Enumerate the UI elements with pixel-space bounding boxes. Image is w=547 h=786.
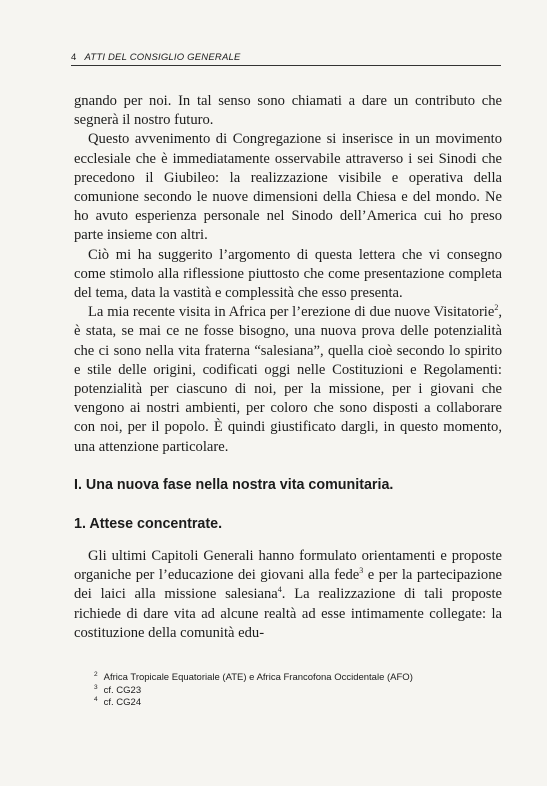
- footnote-text: Africa Tropicale Equatoriale (ATE) e Africa Francofona Occidentale (AFO): [103, 672, 413, 683]
- footnote-number: 2: [94, 671, 98, 678]
- paragraph-text: La mia recente visita in Africa per l’erezione di due nuove Visitatorie: [88, 304, 495, 321]
- footnote-ref: 2: [494, 303, 499, 313]
- footnote: [94, 672, 504, 685]
- section-heading: I. Una nuova fase nella nostra vita comunitaria.: [74, 477, 394, 493]
- paragraph: Ciò mi ha suggerito l’argomento di questa lettera che vi consegno come stimolo alla riflessione piuttosto che come presentazione completa del tema, data la vastità e complessità che esso presenta.: [74, 246, 502, 302]
- paragraph-text: , è stata, se mai ce ne fosse bisogno, una nuova prova delle potenzialità che ci sono nella vita fraterna “salesiana”, quella cioè secondo lo spirito e stile delle origini, codificati oggi nelle Costituzioni e Regolamenti: potenzialità per ciascuno di noi, per la missione, per i giovani che vengono ai nostri ambienti, per coloro che sono disposti a collaborare con noi, per il popolo. È quindi giustificato dargli, in questo momento, una attenzione particolare.: [74, 304, 502, 455]
- page-number: 4: [71, 52, 77, 63]
- footnote: [94, 685, 504, 698]
- running-head: [71, 52, 501, 66]
- paragraph: [74, 547, 502, 643]
- footnotes: [94, 672, 504, 710]
- footnote-number: 3: [94, 683, 98, 691]
- paragraph-text: . La realizzazione di tali proposte richiede di dare vita ad alcune realtà ad esse intimamente collegate: la costituzione della comunità edu-: [74, 586, 502, 641]
- footnote-ref: 4: [277, 585, 282, 595]
- footnote-ref: 3: [359, 566, 364, 576]
- footnote-number: 4: [94, 696, 98, 703]
- running-head-title: ATTI DEL CONSIGLIO GENERALE: [84, 52, 241, 63]
- paragraph: Questo avvenimento di Congregazione si inserisce in un movimento ecclesiale che è immediatamente osservabile attraverso i sei Sinodi che precedono il Giubileo: la realizzazione visibile e operativa della comunione secondo le nuove dimensioni della Chiesa e del mondo. Ne ho avuto esperienza personale nel Sinodo dell’America cui ho preso parte insieme con altri.: [74, 131, 502, 244]
- paragraph-text: e per la partecipazione dei laici alla missione salesiana: [74, 567, 502, 603]
- body-text: [74, 92, 502, 457]
- footnote-text: cf. CG24: [103, 697, 142, 708]
- body-text-continued: [74, 547, 502, 643]
- paragraph-continuation: gnando per noi. In tal senso sono chiamati a dare un contributo che segnerà il nostro futuro.: [74, 93, 502, 129]
- subsection-heading: 1. Attese concentrate.: [74, 516, 223, 532]
- paragraph: [74, 303, 502, 457]
- footnote: [94, 697, 504, 710]
- footnote-text: cf. CG23: [103, 684, 142, 696]
- paragraph-text: Gli ultimi Capitoli Generali hanno formulato orientamenti e proposte organiche per l’educazione dei giovani alla fede: [74, 548, 502, 584]
